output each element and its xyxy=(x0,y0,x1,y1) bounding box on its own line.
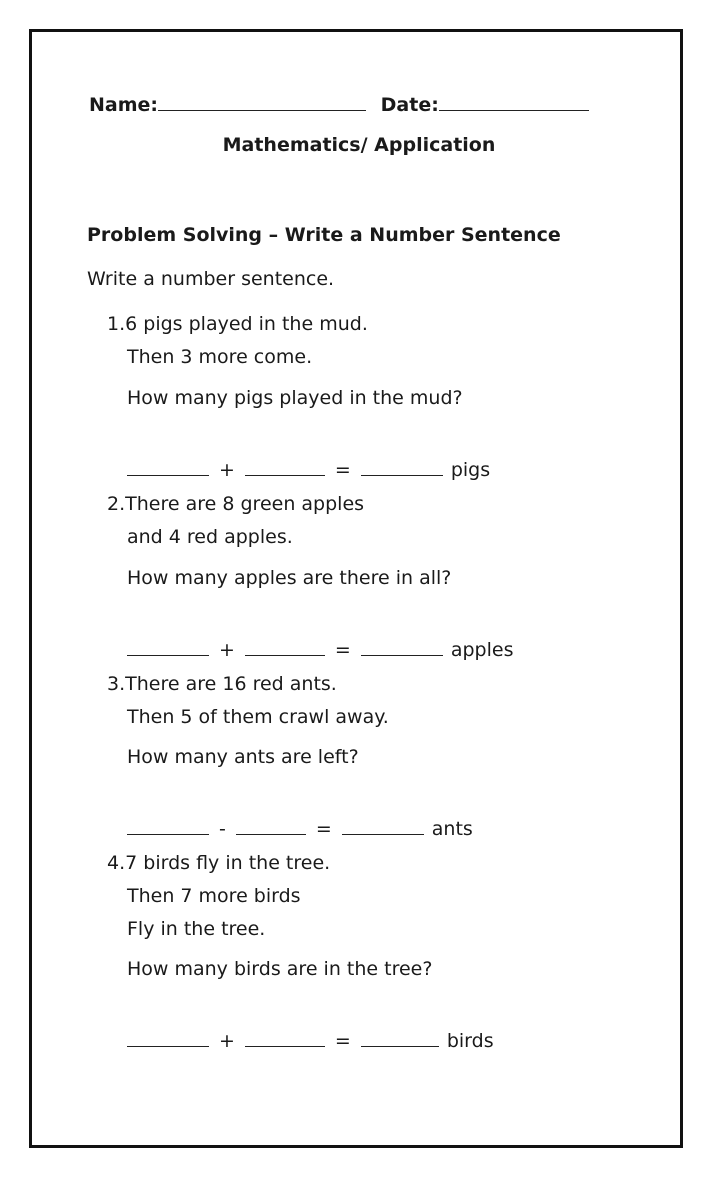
problem-1-line-1 xyxy=(107,313,368,335)
problem-4-question: How many birds are in the tree? xyxy=(127,958,433,980)
name-label: Name: xyxy=(89,94,159,116)
problem-4-equals: = xyxy=(334,1030,351,1052)
date-label: Date: xyxy=(380,94,439,116)
problem-3-equation xyxy=(127,818,473,840)
problem-4-line-3: Fly in the tree. xyxy=(127,918,266,940)
problem-2-blank-2[interactable] xyxy=(245,639,325,656)
subject-title: Mathematics/ Application xyxy=(222,134,496,156)
problem-4-blank-1[interactable] xyxy=(127,1030,209,1047)
problem-1-line-2: Then 3 more come. xyxy=(127,346,313,368)
section-heading: Problem Solving – Write a Number Sentence xyxy=(87,224,561,246)
problem-3-equals: = xyxy=(315,818,332,840)
problem-4-line-2: Then 7 more birds xyxy=(127,885,301,907)
problem-3-blank-1[interactable] xyxy=(127,818,209,835)
problem-1-question: How many pigs played in the mud? xyxy=(127,387,463,409)
problem-1-blank-1[interactable] xyxy=(127,459,209,476)
problem-4-blank-2[interactable] xyxy=(245,1030,325,1047)
worksheet-border xyxy=(29,29,683,1148)
name-date-header xyxy=(89,92,589,116)
problem-1-equation xyxy=(127,459,490,481)
problem-4-unit: birds xyxy=(446,1030,494,1052)
problem-3-blank-2[interactable] xyxy=(236,818,306,835)
problem-4-number: 4. xyxy=(107,852,126,874)
problem-3-number: 3. xyxy=(107,673,126,695)
problem-3-operator: - xyxy=(219,818,226,840)
problem-3-unit: ants xyxy=(431,818,473,840)
name-field-line[interactable] xyxy=(158,92,366,111)
problem-2-equation xyxy=(127,639,513,661)
problem-1-text-1: 6 pigs played in the mud. xyxy=(125,313,368,335)
problem-1-number: 1. xyxy=(107,313,126,335)
problem-1-operator: + xyxy=(219,459,235,481)
problem-2-line-1 xyxy=(107,493,364,515)
problem-2-question: How many apples are there in all? xyxy=(127,567,452,589)
problem-2-operator: + xyxy=(219,639,235,661)
problem-1-blank-3[interactable] xyxy=(361,459,443,476)
problem-2-line-2: and 4 red apples. xyxy=(127,526,293,548)
problem-4-equation xyxy=(127,1030,494,1052)
problem-2-number: 2. xyxy=(107,493,126,515)
problem-1-unit: pigs xyxy=(450,459,491,481)
problem-1-equals: = xyxy=(334,459,351,481)
problem-1-blank-2[interactable] xyxy=(245,459,325,476)
problem-2-blank-3[interactable] xyxy=(361,639,443,656)
problem-2-blank-1[interactable] xyxy=(127,639,209,656)
problem-3-blank-3[interactable] xyxy=(342,818,424,835)
instruction-text: Write a number sentence. xyxy=(87,268,335,290)
problem-4-line-1 xyxy=(107,852,330,874)
problem-3-question: How many ants are left? xyxy=(127,746,359,768)
date-field-line[interactable] xyxy=(439,92,589,111)
problem-3-text-1: There are 16 red ants. xyxy=(125,673,337,695)
problem-2-equals: = xyxy=(334,639,351,661)
problem-3-line-2: Then 5 of them crawl away. xyxy=(127,706,389,728)
problem-3-line-1 xyxy=(107,673,337,695)
problem-2-text-1: There are 8 green apples xyxy=(125,493,365,515)
problem-2-unit: apples xyxy=(450,639,514,661)
problem-4-blank-3[interactable] xyxy=(361,1030,439,1047)
problem-4-operator: + xyxy=(219,1030,235,1052)
problem-4-text-1: 7 birds fly in the tree. xyxy=(125,852,331,874)
